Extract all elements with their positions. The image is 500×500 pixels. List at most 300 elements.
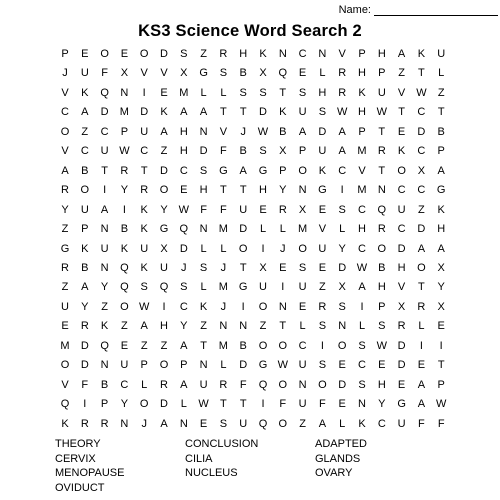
grid-letter[interactable]: V [358,164,366,177]
grid-letter[interactable]: S [199,261,208,274]
grid-letter[interactable]: N [199,125,208,138]
grid-letter[interactable]: C [358,242,366,255]
grid-letter[interactable]: T [220,398,227,411]
grid-letter[interactable]: Z [121,320,128,333]
grid-letter[interactable]: A [417,242,426,255]
grid-letter[interactable]: Y [61,203,69,216]
grid-letter[interactable]: A [417,378,426,391]
grid-letter[interactable]: E [120,48,129,60]
grid-letter[interactable]: A [437,242,445,255]
grid-letter[interactable]: G [318,184,327,197]
grid-letter[interactable]: A [81,281,89,294]
grid-letter[interactable]: I [261,242,265,255]
grid-letter[interactable]: R [278,203,287,216]
grid-letter[interactable]: N [298,184,307,197]
grid-letter[interactable]: L [339,223,346,236]
grid-letter[interactable]: N [338,320,347,333]
grid-letter[interactable]: H [199,184,208,197]
grid-letter[interactable]: Q [120,281,129,294]
grid-letter[interactable]: L [259,223,267,236]
grid-letter[interactable]: D [338,378,347,391]
grid-letter[interactable]: R [318,300,327,313]
grid-letter[interactable]: J [141,417,147,430]
grid-letter[interactable]: M [60,339,70,352]
grid-letter[interactable]: B [81,164,89,177]
grid-letter[interactable]: G [159,223,169,236]
grid-letter[interactable]: O [298,164,307,177]
grid-letter[interactable]: A [180,378,188,391]
grid-letter[interactable]: K [81,242,89,255]
grid-letter[interactable]: P [378,300,386,313]
grid-letter[interactable]: X [160,242,168,255]
grid-letter[interactable]: P [120,125,129,138]
grid-letter[interactable]: R [338,86,347,99]
grid-letter[interactable]: C [417,184,426,197]
grid-letter[interactable]: D [239,359,248,372]
grid-letter[interactable]: I [281,281,285,294]
grid-letter[interactable]: U [298,359,307,372]
grid-letter[interactable]: S [318,359,327,372]
grid-letter[interactable]: Z [200,48,207,60]
grid-letter[interactable]: D [80,359,89,372]
grid-letter[interactable]: Z [437,86,445,99]
grid-letter[interactable]: D [239,223,248,236]
grid-letter[interactable]: S [358,339,366,352]
grid-letter[interactable]: G [219,164,228,177]
grid-letter[interactable]: Z [81,125,89,138]
grid-letter[interactable]: U [397,417,406,430]
grid-letter[interactable]: Y [160,203,168,216]
grid-letter[interactable]: U [120,359,129,372]
grid-letter[interactable]: Y [120,398,129,411]
grid-letter[interactable]: E [298,67,307,80]
grid-letter[interactable]: O [159,359,169,372]
grid-letter[interactable]: N [219,320,228,333]
grid-letter[interactable]: U [298,281,307,294]
grid-letter[interactable]: Q [120,261,129,274]
grid-letter[interactable]: D [417,125,426,138]
grid-letter[interactable]: L [220,359,227,372]
grid-letter[interactable]: U [100,242,109,255]
grid-letter[interactable]: N [100,223,109,236]
grid-letter[interactable]: D [318,125,327,138]
grid-letter[interactable]: Z [299,417,306,430]
grid-letter[interactable]: Y [81,300,89,313]
grid-letter[interactable]: X [397,300,406,313]
grid-letter[interactable]: C [397,223,406,236]
grid-letter[interactable]: X [180,67,188,80]
grid-letter[interactable]: K [140,261,148,274]
grid-letter[interactable]: Y [120,184,129,197]
grid-letter[interactable]: R [377,145,386,158]
grid-letter[interactable]: A [160,417,168,430]
grid-letter[interactable]: H [377,378,386,391]
grid-letter[interactable]: N [358,398,366,411]
grid-letter[interactable]: H [160,320,168,333]
grid-letter[interactable]: U [140,242,149,255]
grid-letter[interactable]: K [100,320,109,333]
grid-letter[interactable]: N [278,48,287,60]
grid-letter[interactable]: R [61,261,69,274]
grid-letter[interactable]: N [377,184,386,197]
grid-letter[interactable]: P [61,48,69,60]
grid-letter[interactable]: F [220,145,227,158]
grid-letter[interactable]: V [318,223,327,236]
grid-letter[interactable]: C [358,203,366,216]
grid-letter[interactable]: C [80,145,89,158]
grid-letter[interactable]: U [437,48,446,60]
grid-letter[interactable]: W [356,261,368,274]
grid-letter[interactable]: A [61,164,69,177]
grid-letter[interactable]: U [239,417,248,430]
grid-letter[interactable]: D [397,242,406,255]
grid-letter[interactable]: N [278,300,287,313]
grid-letter[interactable]: U [318,242,327,255]
grid-letter[interactable]: F [319,398,326,411]
grid-letter[interactable]: K [81,86,89,99]
grid-letter[interactable]: P [298,145,307,158]
grid-letter[interactable]: C [417,106,426,119]
grid-letter[interactable]: Z [61,223,69,236]
grid-letter[interactable]: W [435,398,447,411]
grid-letter[interactable]: Z [200,320,207,333]
grid-letter[interactable]: O [100,48,109,60]
grid-letter[interactable]: L [299,320,306,333]
grid-letter[interactable]: E [397,378,406,391]
grid-letter[interactable]: P [437,378,445,391]
grid-letter[interactable]: K [61,417,69,430]
grid-letter[interactable]: C [120,378,129,391]
grid-letter[interactable]: K [199,300,208,313]
grid-letter[interactable]: L [418,320,425,333]
grid-letter[interactable]: U [80,67,89,80]
grid-letter[interactable]: X [298,203,307,216]
grid-letter[interactable]: I [360,300,364,313]
grid-letter[interactable]: F [81,378,89,391]
grid-letter[interactable]: H [259,184,267,197]
grid-letter[interactable]: R [120,164,129,177]
grid-letter[interactable]: D [199,145,208,158]
grid-letter[interactable]: W [416,86,427,99]
grid-letter[interactable]: X [437,300,445,313]
grid-letter[interactable]: E [318,261,327,274]
grid-letter[interactable]: O [278,378,288,391]
grid-letter[interactable]: P [437,145,445,158]
grid-letter[interactable]: L [339,417,346,430]
grid-letter[interactable]: W [277,359,288,372]
grid-letter[interactable]: Q [159,281,169,294]
grid-letter[interactable]: O [159,184,169,197]
grid-letter[interactable]: Z [101,300,108,313]
grid-letter[interactable]: M [119,106,129,119]
grid-letter[interactable]: O [80,184,90,197]
grid-letter[interactable]: U [377,86,386,99]
grid-letter[interactable]: I [261,398,265,411]
grid-letter[interactable]: C [298,48,307,60]
grid-letter[interactable]: L [438,67,445,80]
grid-letter[interactable]: R [80,417,89,430]
grid-letter[interactable]: R [61,184,69,197]
grid-letter[interactable]: F [220,203,227,216]
grid-letter[interactable]: X [437,261,445,274]
grid-letter[interactable]: N [298,378,307,391]
grid-letter[interactable]: W [336,106,348,119]
grid-letter[interactable]: I [320,339,324,352]
grid-letter[interactable]: P [140,359,148,372]
grid-letter[interactable]: M [218,223,228,236]
grid-letter[interactable]: I [122,203,126,216]
grid-letter[interactable]: R [377,223,386,236]
grid-letter[interactable]: X [417,164,426,177]
grid-letter[interactable]: E [437,320,445,333]
grid-letter[interactable]: J [62,67,68,80]
grid-letter[interactable]: T [378,164,386,177]
grid-letter[interactable]: A [338,125,346,138]
grid-letter[interactable]: A [180,339,188,352]
grid-letter[interactable]: K [318,164,327,177]
grid-letter[interactable]: R [140,184,149,197]
grid-letter[interactable]: E [199,417,208,430]
grid-letter[interactable]: E [120,339,129,352]
grid-letter[interactable]: O [278,417,288,430]
grid-letter[interactable]: K [140,223,148,236]
grid-letter[interactable]: A [397,48,406,60]
grid-letter[interactable]: Z [259,320,267,333]
grid-letter[interactable]: A [318,417,327,430]
grid-letter[interactable]: Z [398,67,405,80]
grid-letter[interactable]: K [160,106,168,119]
grid-letter[interactable]: Q [179,223,189,236]
grid-letter[interactable]: V [160,67,168,80]
grid-letter[interactable]: K [417,48,426,60]
grid-letter[interactable]: E [338,359,346,372]
grid-letter[interactable]: O [60,359,70,372]
grid-letter[interactable]: N [179,417,188,430]
grid-letter[interactable]: O [318,378,327,391]
grid-letter[interactable]: H [358,106,366,119]
grid-letter[interactable]: C [179,300,188,313]
grid-letter[interactable]: T [239,184,247,197]
grid-letter[interactable]: S [298,86,307,99]
grid-letter[interactable]: J [280,242,286,255]
grid-letter[interactable]: V [397,86,406,99]
grid-letter[interactable]: D [100,106,109,119]
grid-letter[interactable]: Y [338,242,346,255]
grid-letter[interactable]: P [358,48,366,60]
grid-letter[interactable]: E [378,359,386,372]
grid-letter[interactable]: C [140,145,149,158]
grid-letter[interactable]: T [220,184,227,197]
grid-letter[interactable]: H [239,48,248,60]
grid-letter[interactable]: S [378,320,386,333]
grid-letter[interactable]: I [142,86,146,99]
grid-letter[interactable]: A [180,106,188,119]
grid-letter[interactable]: J [220,261,227,274]
grid-letter[interactable]: Q [377,203,387,216]
grid-letter[interactable]: P [81,223,89,236]
grid-letter[interactable]: U [298,398,307,411]
grid-letter[interactable]: Y [180,320,188,333]
grid-letter[interactable]: D [179,242,188,255]
grid-letter[interactable]: N [199,223,208,236]
grid-letter[interactable]: H [179,125,188,138]
grid-letter[interactable]: H [179,145,188,158]
grid-letter[interactable]: X [259,67,267,80]
grid-letter[interactable]: O [258,339,268,352]
grid-letter[interactable]: R [338,67,347,80]
grid-letter[interactable]: D [397,339,406,352]
grid-letter[interactable]: L [200,86,207,99]
grid-letter[interactable]: T [279,320,287,333]
grid-letter[interactable]: G [258,164,268,177]
grid-letter[interactable]: W [119,145,130,158]
grid-letter[interactable]: B [279,125,287,138]
grid-letter[interactable]: K [259,48,267,60]
grid-letter[interactable]: S [338,300,346,313]
grid-letter[interactable]: W [198,398,209,411]
grid-letter[interactable]: T [378,125,386,138]
grid-letter[interactable]: V [61,86,69,99]
grid-letter[interactable]: M [218,281,228,294]
grid-letter[interactable]: W [138,300,150,313]
grid-letter[interactable]: L [200,281,207,294]
grid-letter[interactable]: R [219,48,228,60]
grid-letter[interactable]: A [140,320,148,333]
grid-letter[interactable]: Z [160,339,168,352]
grid-letter[interactable]: T [239,398,247,411]
grid-letter[interactable]: F [101,67,108,80]
grid-letter[interactable]: R [100,417,109,430]
grid-letter[interactable]: I [162,300,166,313]
grid-letter[interactable]: N [199,359,208,372]
grid-letter[interactable]: U [239,203,248,216]
grid-letter[interactable]: F [437,417,445,430]
grid-letter[interactable]: E [259,203,267,216]
grid-letter[interactable]: B [378,261,386,274]
grid-letter[interactable]: D [417,223,426,236]
grid-letter[interactable]: N [239,320,248,333]
grid-letter[interactable]: A [417,398,426,411]
grid-letter[interactable]: F [200,203,207,216]
grid-letter[interactable]: L [220,242,227,255]
grid-letter[interactable]: E [417,359,426,372]
grid-letter[interactable]: K [120,242,129,255]
grid-letter[interactable]: N [120,86,129,99]
grid-letter[interactable]: P [279,164,287,177]
grid-letter[interactable]: S [318,320,327,333]
grid-letter[interactable]: G [199,67,208,80]
grid-letter[interactable]: O [278,339,288,352]
grid-letter[interactable]: L [180,398,187,411]
grid-letter[interactable]: B [239,145,247,158]
grid-letter[interactable]: U [298,106,307,119]
grid-letter[interactable]: L [220,86,227,99]
grid-letter[interactable]: Y [279,184,287,197]
grid-letter[interactable]: H [358,223,366,236]
grid-letter[interactable]: Z [61,281,69,294]
grid-letter[interactable]: T [418,67,425,80]
grid-letter[interactable]: S [219,67,228,80]
grid-letter[interactable]: Q [100,339,109,352]
grid-letter[interactable]: O [258,300,268,313]
grid-letter[interactable]: O [139,48,149,60]
grid-letter[interactable]: E [81,48,89,60]
grid-letter[interactable]: Q [278,67,288,80]
grid-letter[interactable]: U [318,145,327,158]
grid-letter[interactable]: Q [60,398,70,411]
grid-letter[interactable]: F [279,398,287,411]
grid-letter[interactable]: V [61,378,69,391]
grid-letter[interactable]: K [140,203,148,216]
grid-letter[interactable]: S [358,378,366,391]
grid-letter[interactable]: K [358,417,366,430]
grid-letter[interactable]: D [160,48,168,60]
grid-letter[interactable]: E [397,125,406,138]
grid-letter[interactable]: O [417,261,426,274]
grid-letter[interactable]: B [437,125,445,138]
grid-letter[interactable]: S [318,106,327,119]
grid-letter[interactable]: H [358,67,366,80]
grid-letter[interactable]: I [103,184,107,197]
grid-letter[interactable]: T [101,164,108,177]
grid-letter[interactable]: H [397,261,406,274]
grid-letter[interactable]: I [241,300,245,313]
grid-letter[interactable]: U [61,300,69,313]
grid-letter[interactable]: S [219,417,228,430]
grid-letter[interactable]: A [437,164,445,177]
grid-letter[interactable]: H [318,86,327,99]
grid-letter[interactable]: M [179,86,189,99]
grid-letter[interactable]: X [279,145,287,158]
grid-letter[interactable]: A [81,106,89,119]
grid-letter[interactable]: Q [258,378,268,391]
grid-letter[interactable]: S [259,145,267,158]
grid-letter[interactable]: U [199,378,208,391]
grid-letter[interactable]: T [140,164,148,177]
grid-letter[interactable]: D [338,261,347,274]
grid-letter[interactable]: M [357,145,367,158]
grid-letter[interactable]: A [358,281,366,294]
grid-letter[interactable]: T [437,359,445,372]
grid-letter[interactable]: C [358,359,366,372]
grid-letter[interactable]: T [418,281,425,294]
grid-letter[interactable]: T [239,261,247,274]
grid-letter[interactable]: O [298,242,307,255]
grid-letter[interactable]: B [239,67,247,80]
grid-letter[interactable]: T [220,106,227,119]
grid-letter[interactable]: Y [100,281,109,294]
grid-letter[interactable]: T [398,106,405,119]
grid-letter[interactable]: Q [100,86,109,99]
grid-letter[interactable]: D [259,106,267,119]
grid-letter[interactable]: O [397,164,406,177]
grid-letter[interactable]: I [340,184,344,197]
grid-letter[interactable]: S [180,48,188,60]
grid-letter[interactable]: E [338,398,346,411]
grid-letter[interactable]: M [218,339,228,352]
grid-letter[interactable]: M [298,223,308,236]
grid-letter[interactable]: K [279,106,287,119]
grid-letter[interactable]: H [377,281,386,294]
grid-letter[interactable]: Q [258,417,268,430]
grid-letter[interactable]: V [338,48,346,60]
grid-letter[interactable]: I [83,398,87,411]
grid-letter[interactable]: L [358,320,366,333]
grid-letter[interactable]: M [357,184,367,197]
grid-letter[interactable]: S [180,281,188,294]
grid-letter[interactable]: C [397,184,406,197]
grid-letter[interactable]: G [60,242,70,255]
